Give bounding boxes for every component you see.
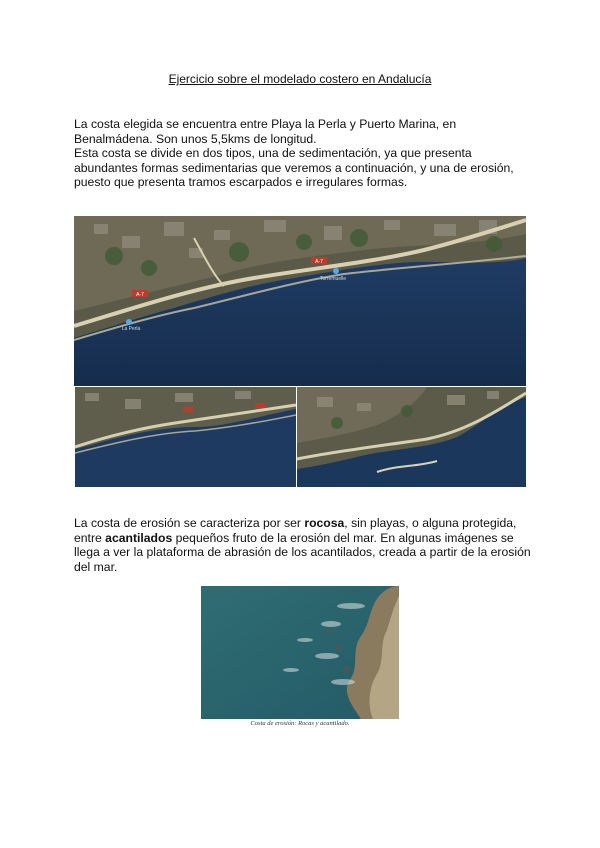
- erosion-line-2: entre acantilados pequeños fruto de la erosión del mar. En algunas imágenes se: [74, 530, 514, 545]
- svg-text:La Perla: La Perla: [121, 326, 141, 332]
- erosion-line-3: llega a ver la plataforma de abrasión de los acantilados, creada a partir de la erosión: [74, 545, 531, 560]
- document-title: Ejercicio sobre el modelado costero en Andalucía: [168, 72, 432, 86]
- map-pin-icon: [333, 268, 339, 274]
- intro-line-1: La costa elegida se encuentra entre Playa la Perla y Puerto Marina, en: [74, 117, 457, 131]
- intro-paragraph: [74, 117, 534, 190]
- aerial-coast-image-right: [297, 387, 526, 487]
- erosion-line-4: del mar.: [74, 559, 118, 574]
- keyword-acantilados: acantilados: [105, 530, 173, 545]
- intro-line-5: puesto que presenta tramos escarpados e irregulares formas.: [74, 175, 408, 190]
- svg-text:A-7: A-7: [136, 292, 144, 298]
- erosion-paragraph: [74, 516, 534, 574]
- svg-text:A-7: A-7: [315, 259, 323, 265]
- intro-line-2: Benalmádena. Son unos 5,5kms de longitud.: [74, 131, 317, 146]
- map-pin-icon: [126, 319, 132, 325]
- aerial-coast-image-main: [74, 216, 526, 386]
- erosion-coast-photo: [201, 586, 399, 719]
- aerial-coast-image-left: [75, 387, 296, 487]
- svg-text:Torremuelle: Torremuelle: [319, 276, 347, 282]
- erosion-line-1: La costa de erosión se caracteriza por ser rocosa, sin playas, o alguna protegida,: [74, 516, 517, 530]
- intro-line-4: abundantes formas sedimentarias que veremos a continuación, y una de erosión,: [74, 160, 514, 175]
- intro-line-3: Esta costa se divide en dos tipos, una de sedimentación, ya que presenta: [74, 146, 472, 161]
- keyword-rocosa: rocosa: [304, 516, 345, 530]
- photo-caption: Costa de erosión: Rocas y acantilado.: [250, 720, 350, 727]
